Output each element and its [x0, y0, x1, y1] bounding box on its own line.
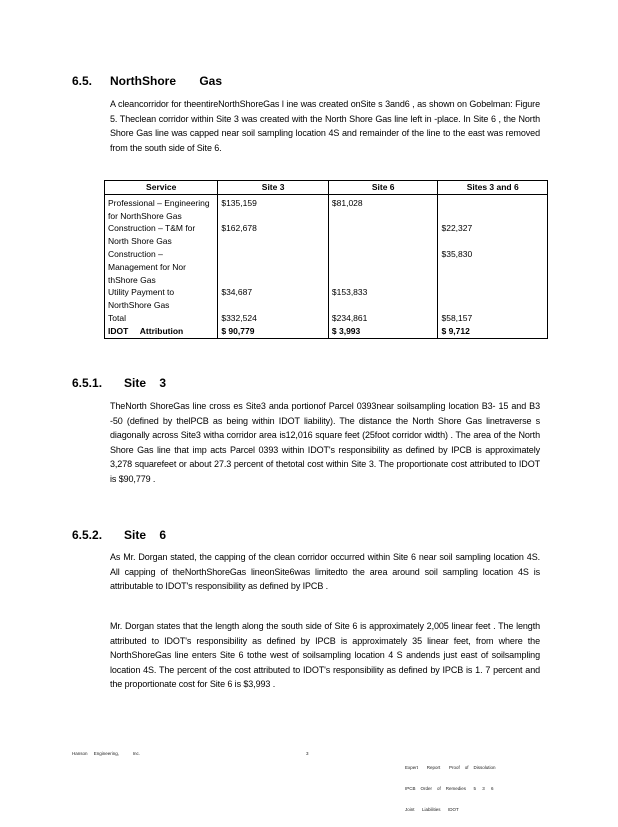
cell-sites-3-and-6: $ 9,712	[438, 325, 548, 338]
cost-table	[104, 180, 548, 339]
header-site-6: Site 6	[328, 181, 438, 195]
cell-site-3: $162,678	[218, 222, 329, 248]
section-title-site-6: Site 6	[124, 528, 167, 542]
footer-report-line-1: Expert Report Proof of Dissolution	[405, 765, 496, 770]
cell-site-3: $ 90,779	[218, 325, 329, 338]
section-6-5-2-paragraph-2: Mr. Dorgan states that the length along the south side of Site 6 is approximately 2,005 linear feet . The length attributed to IDOT's responsibility as defined by IPCB is approximately 35 linear feet, from where the NorthShoreGas line enters Site 6 tothe west of soilsampling location 4 S andends just east of soilsampling location 4S. The percent of the cost attributed to IDOT's responsibility as defined by IPCB is 1. 7 percent and the proportionate cost for Site 6 is $3,993 .	[110, 621, 540, 689]
section-number-6-5: 6.5.	[72, 74, 93, 88]
cell-site-6	[328, 222, 438, 248]
table-row-idot-attribution	[105, 325, 548, 338]
section-number-6-5-1: 6.5.1.	[72, 376, 103, 390]
section-title-site-3: Site 3	[124, 376, 167, 390]
table-row	[105, 286, 548, 312]
section-title-north-shore-gas: NorthShore Gas	[110, 74, 223, 88]
header-site-3: Site 3	[218, 181, 329, 195]
footer-report-info	[405, 750, 545, 827]
table-header-row	[105, 181, 548, 195]
footer-report-line-3: Joint Liabilities IDOT	[405, 807, 459, 812]
cell-site-3	[218, 248, 329, 286]
section-6-5-1-paragraph: TheNorth ShoreGas line cross es Site3 anda portionof Parcel 0393near soilsampling location B3- 15 and B3 -50 (defined by thelPCB as being within IDOT liability). The distance the North Shore Gas linetraverse s diagonally across Site3 witha corridor area is12,016 square feet (25foot corridor width) . The area of the North Shore Gas line that imp acts Parcel 0393 within IDOT's responsibility as defined by IPCB is approximately 3,278 squarefeet or about 27.3 percent of thetotal cost within Site 3. The proportionate cost attributed to IDOT is $90,779 .	[110, 401, 540, 484]
header-sites-3-and-6: Sites 3 and 6	[438, 181, 548, 195]
table-row	[105, 248, 548, 286]
header-service: Service	[105, 181, 218, 195]
cell-site-6: $234,861	[328, 312, 438, 325]
cell-service: Professional – Engineering for NorthShore Gas	[105, 194, 218, 222]
cell-site-6: $153,833	[328, 286, 438, 312]
cell-service: Construction – Management for Nor thShore Gas	[105, 248, 218, 286]
section-6-5-2-paragraph-1: As Mr. Dorgan stated, the capping of the clean corridor occurred within Site 6 near soil sampling location 4S. All capping of theNorthShoreGas lineonSite6was limitedto the area around soil sampling location 4S is attributable to IDOT's responsibility as defined by IPCB .	[110, 552, 540, 591]
section-6-5-paragraph: A cleancorridor for theentireNorthShoreGas l ine was created onSite s 3and6 , as shown on Gobelman: Figure 5. Theclean corridor within Site 3 was created with the North Shore Gas line left in -place. In Site 6 , the North Shore Gas line was capped near soil sampling location 4S and remainder of the line to the east was removed from the south side of Site 6.	[110, 99, 540, 153]
cell-site-6: $ 3,993	[328, 325, 438, 338]
cell-service: Construction – T&M for North Shore Gas	[105, 222, 218, 248]
cell-service: Utility Payment to NorthShore Gas	[105, 286, 218, 312]
cell-service: Total	[105, 312, 218, 325]
footer-page-number: 3	[306, 751, 309, 756]
cell-sites-3-and-6: $22,327	[438, 222, 548, 248]
section-number-6-5-2: 6.5.2.	[72, 528, 103, 542]
cell-sites-3-and-6: $35,830	[438, 248, 548, 286]
cell-site-6	[328, 248, 438, 286]
cell-sites-3-and-6	[438, 286, 548, 312]
cell-site-3: $135,159	[218, 194, 329, 222]
cell-sites-3-and-6	[438, 194, 548, 222]
cell-site-3: $34,687	[218, 286, 329, 312]
cell-site-3: $332,524	[218, 312, 329, 325]
cell-sites-3-and-6: $58,157	[438, 312, 548, 325]
footer-company: Hanson Engineering, Inc.	[72, 751, 141, 756]
cell-service: IDOT Attribution	[105, 325, 218, 338]
table-row-total	[105, 312, 548, 325]
table-row	[105, 222, 548, 248]
footer-report-line-2: IPCB Order of Remedies 5 3 6	[405, 786, 494, 791]
cell-site-6: $81,028	[328, 194, 438, 222]
table-row	[105, 194, 548, 222]
